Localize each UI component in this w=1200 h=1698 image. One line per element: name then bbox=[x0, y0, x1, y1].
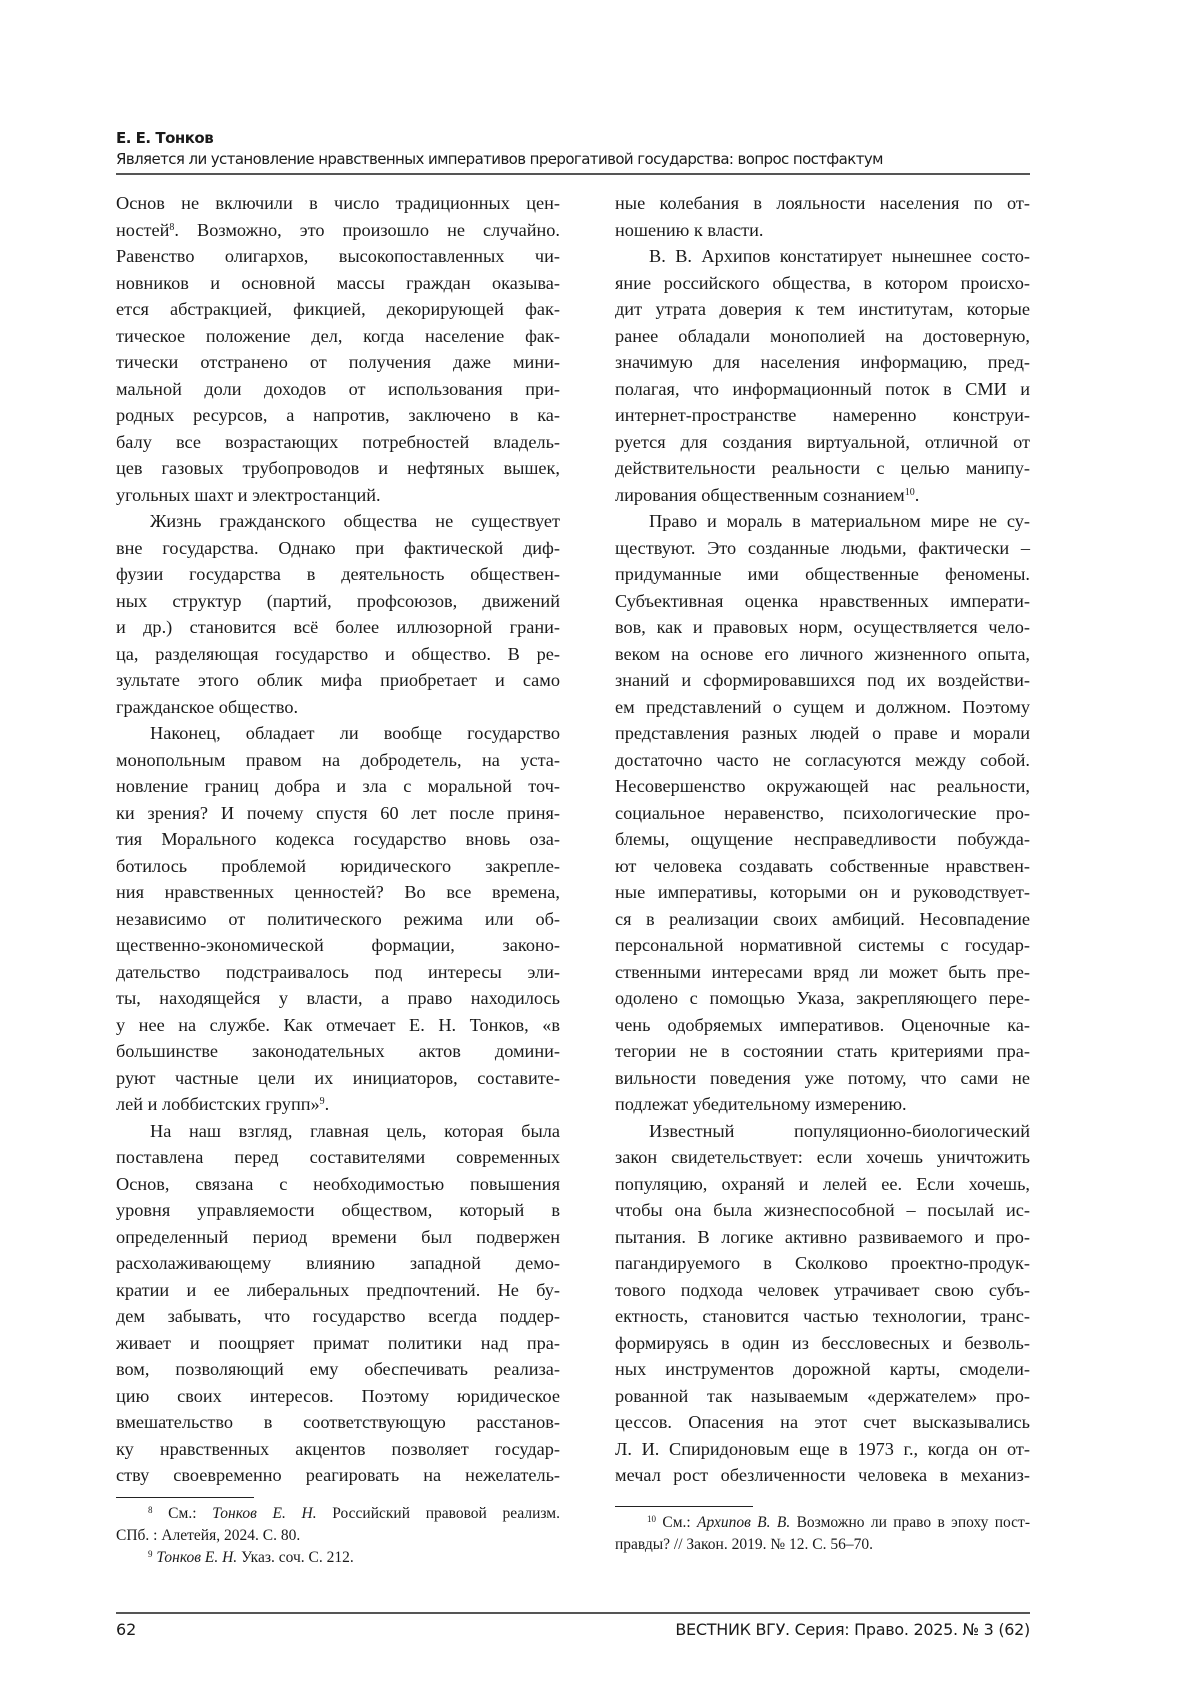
text-line bbox=[116, 641, 560, 668]
text-line bbox=[615, 323, 1030, 350]
line-text: лирования общественным сознанием bbox=[615, 484, 905, 505]
line-text: В. В. Архипов констатирует нынешнее состо- bbox=[649, 246, 1030, 266]
text-line bbox=[116, 535, 560, 562]
line-text: мечал рост обезличенности человека в механиз- bbox=[615, 1465, 1030, 1485]
line-text: персональной нормативной системы с государ- bbox=[615, 935, 1030, 955]
text-line bbox=[116, 1197, 560, 1224]
line-text: Жизнь гражданского общества не существует bbox=[150, 511, 560, 531]
line-text: Л. И. Спиридоновым еще в 1973 г., когда он от- bbox=[615, 1438, 1030, 1459]
line-text: На наш взгляд, главная цель, которая была bbox=[150, 1120, 560, 1141]
running-header bbox=[116, 128, 1032, 170]
text-line bbox=[116, 1065, 560, 1092]
footnote-10: $^{10}$ См.: Архипов В. В. Возможно ли право в эпоху пост- bbox=[647, 1514, 1030, 1531]
line-text: популяцию, охраняй и лелей ее. Если хочешь, bbox=[615, 1173, 1030, 1194]
text-line bbox=[116, 853, 560, 880]
text-line bbox=[116, 1330, 560, 1357]
line-text: ся в реализации своих амбиций. Несовпадение bbox=[615, 908, 1030, 929]
text-line bbox=[116, 667, 560, 694]
line-text: Право и мораль в материальном мире не су- bbox=[649, 511, 1030, 531]
text-line bbox=[116, 1383, 560, 1410]
text-line bbox=[116, 1409, 560, 1436]
line-text: цию своих интересов. Поэтому юридическое bbox=[116, 1385, 560, 1406]
text-line bbox=[116, 429, 560, 456]
line-text: и др.) становится всё более иллюзорной грани- bbox=[116, 617, 560, 637]
footnote-rule-left bbox=[116, 1497, 254, 1498]
footer-rule bbox=[116, 1612, 1030, 1614]
text-line bbox=[615, 429, 1030, 456]
text-line bbox=[116, 694, 560, 721]
text-line bbox=[615, 402, 1030, 429]
line-text: ется абстракцией, фикцией, декорирующей фак- bbox=[116, 299, 560, 319]
line-text: балу все возрастающих потребностей владель- bbox=[116, 431, 560, 452]
footnote-rule-right bbox=[615, 1506, 753, 1507]
footnotes-right bbox=[615, 1512, 1030, 1556]
line-text: тически отстранено от получения даже мини- bbox=[116, 352, 560, 372]
line-text: ственными интересами вряд ли может быть пре- bbox=[615, 961, 1030, 982]
line-text: большинстве законодательных актов домини- bbox=[116, 1041, 560, 1061]
line-text: родных ресурсов, а напротив, заключено в ка- bbox=[116, 405, 560, 425]
text-line bbox=[615, 349, 1030, 376]
line-text: цессов. Опасения на этот счет высказывались bbox=[615, 1412, 1030, 1432]
line-text: социальное неравенство, психологические про- bbox=[615, 802, 1030, 823]
line-text: новление границ добра и зла с моральной точ- bbox=[116, 776, 560, 796]
line-text: зультате этого облик мифа приобретает и само bbox=[116, 670, 560, 690]
text-line bbox=[116, 1436, 560, 1463]
line-text-tail: . bbox=[324, 1094, 330, 1114]
line-text: ных инструментов дорожной карты, смодели- bbox=[615, 1359, 1030, 1379]
line-text: ранее обладали монополией на достоверную, bbox=[615, 325, 1030, 346]
line-text: яние российского общества, в котором происхо- bbox=[615, 272, 1030, 293]
text-line bbox=[615, 747, 1030, 774]
line-text: лей и лоббистских групп» bbox=[116, 1094, 320, 1114]
header-rule bbox=[116, 173, 1030, 175]
text-line bbox=[615, 455, 1030, 482]
text-line bbox=[116, 1118, 560, 1145]
text-line bbox=[116, 296, 560, 323]
text-line bbox=[615, 773, 1030, 800]
text-line bbox=[116, 561, 560, 588]
text-line bbox=[615, 376, 1030, 403]
text-line bbox=[116, 455, 560, 482]
text-line bbox=[615, 1091, 1030, 1118]
text-line bbox=[116, 588, 560, 615]
line-text: гражданское общество. bbox=[116, 696, 299, 717]
line-text: независимо от политического режима или об- bbox=[116, 908, 560, 929]
text-line bbox=[615, 614, 1030, 641]
line-text: одолено с помощью Указа, закрепляющего пере- bbox=[615, 988, 1030, 1008]
line-text: ществуют. Это созданные людьми, фактически – bbox=[615, 537, 1030, 558]
text-line bbox=[116, 1224, 560, 1251]
text-line bbox=[116, 482, 560, 509]
text-line bbox=[615, 270, 1030, 297]
line-text: монопольным правом на добродетель, на уста- bbox=[116, 749, 560, 770]
author-name: Е. Е. Тонков bbox=[116, 129, 214, 147]
footnote-ref[interactable]: 9 bbox=[319, 1096, 325, 1107]
text-line bbox=[615, 1277, 1030, 1304]
line-text: ству своевременно реагировать на нежелатель- bbox=[116, 1465, 560, 1485]
text-line bbox=[116, 1277, 560, 1304]
text-line bbox=[615, 296, 1030, 323]
line-text: ные императивы, которыми он и руководствует- bbox=[615, 882, 1030, 902]
text-line bbox=[615, 1303, 1030, 1330]
footnote-number: 10 bbox=[647, 1514, 656, 1524]
text-line bbox=[615, 508, 1030, 535]
line-text: ты, находящейся у власти, а право находилось bbox=[116, 988, 560, 1008]
text-line bbox=[615, 1197, 1030, 1224]
line-text: Несовершенство окружающей нас реальности, bbox=[615, 776, 1030, 796]
line-text: ношению к власти. bbox=[615, 219, 764, 240]
line-text: тегории не в состоянии стать критериями пра- bbox=[615, 1041, 1030, 1061]
line-text: ют человека создавать собственные нравствен- bbox=[615, 855, 1030, 876]
line-text: тическое положение дел, когда население фак- bbox=[116, 325, 560, 346]
text-line bbox=[615, 1038, 1030, 1065]
text-line bbox=[116, 1303, 560, 1330]
text-line bbox=[116, 826, 560, 853]
line-text: пытания. В логике активно развиваемого и про- bbox=[615, 1226, 1030, 1247]
text-line bbox=[615, 826, 1030, 853]
line-text: руют частные цели их инициаторов, составите- bbox=[116, 1067, 560, 1088]
text-line bbox=[116, 932, 560, 959]
line-text: вмешательство в соответствующую расстанов- bbox=[116, 1412, 560, 1432]
text-line bbox=[615, 906, 1030, 933]
footnote-author: Тонков Е. Н. bbox=[156, 1549, 238, 1566]
text-line bbox=[615, 1224, 1030, 1251]
text-line bbox=[615, 1462, 1030, 1489]
text-line bbox=[615, 1250, 1030, 1277]
text-line bbox=[615, 1409, 1030, 1436]
footnote-9: $^9$ Тонков Е. Н. Указ. соч. С. 212. bbox=[148, 1549, 354, 1566]
text-line bbox=[615, 1436, 1030, 1463]
text-line bbox=[615, 1118, 1030, 1145]
line-text-tail: . Возможно, это произошло не случайно. bbox=[174, 219, 560, 240]
text-line bbox=[615, 1171, 1030, 1198]
text-line bbox=[615, 641, 1030, 668]
line-text: ния нравственных ценностей? Во все времена, bbox=[116, 882, 560, 902]
text-line bbox=[116, 1012, 560, 1039]
text-line bbox=[615, 535, 1030, 562]
text-line bbox=[116, 376, 560, 403]
article-title: Является ли установление нравственных императивов прерогативой государства: вопрос постфактум bbox=[116, 150, 883, 168]
line-text: ем представлений о сущем и должном. Поэтому bbox=[615, 696, 1030, 717]
text-line bbox=[116, 190, 560, 217]
line-text: ностей bbox=[116, 219, 170, 240]
line-text: представления разных людей о праве и морали bbox=[615, 723, 1030, 743]
line-text: Основ не включили в число традиционных цен- bbox=[116, 193, 560, 213]
line-text: ку нравственных акцентов позволяет государ- bbox=[116, 1438, 560, 1459]
left-column bbox=[116, 190, 560, 1489]
text-line bbox=[615, 800, 1030, 827]
line-text: ные колебания в лояльности населения по от- bbox=[615, 193, 1030, 213]
line-text: рованной так называемым «держателем» про- bbox=[615, 1385, 1030, 1406]
line-text: дем забывать, что государство всегда поддер- bbox=[116, 1306, 560, 1326]
text-line bbox=[615, 1065, 1030, 1092]
line-text: угольных шахт и электростанций. bbox=[116, 484, 381, 505]
line-text: придуманные ими общественные феномены. bbox=[615, 564, 1030, 584]
right-column bbox=[615, 190, 1030, 1489]
line-text: полагая, что информационный поток в СМИ и bbox=[615, 378, 1030, 399]
text-line bbox=[615, 482, 1030, 509]
text-line bbox=[615, 932, 1030, 959]
text-line bbox=[116, 720, 560, 747]
text-line bbox=[116, 402, 560, 429]
line-text: знаний и сформировавшихся под их воздействи- bbox=[615, 670, 1030, 690]
line-text: интернет-пространстве намеренно конструи- bbox=[615, 405, 1030, 425]
text-line bbox=[615, 720, 1030, 747]
line-text: мальной доли доходов от использования при- bbox=[116, 378, 560, 399]
line-text: цев газовых трубопроводов и нефтяных вышек, bbox=[116, 458, 560, 478]
line-text: новников и основной массы граждан оказыва- bbox=[116, 272, 560, 293]
page-number: 62 bbox=[116, 1620, 137, 1639]
line-text: дательство подстраивалось под интересы эли- bbox=[116, 961, 560, 982]
text-line bbox=[615, 1144, 1030, 1171]
text-line bbox=[116, 270, 560, 297]
text-line bbox=[615, 1012, 1030, 1039]
line-text: уровня управляемости обществом, который в bbox=[116, 1200, 560, 1220]
text-line bbox=[116, 800, 560, 827]
line-text: ки зрения? И почему спустя 60 лет после приня- bbox=[116, 802, 560, 823]
line-text: определенный период времени был подвержен bbox=[116, 1226, 560, 1247]
footnote-number: 9 bbox=[148, 1549, 153, 1559]
line-text: поставлена перед составителями современных bbox=[116, 1147, 560, 1167]
text-line bbox=[116, 1250, 560, 1277]
text-line bbox=[615, 243, 1030, 270]
footnote-continuation: правды? // Закон. 2019. № 12. С. 56–70. bbox=[615, 1536, 873, 1553]
line-text: ботилось проблемой юридического закрепле- bbox=[116, 855, 560, 876]
line-text: действительности реальности с целью манипу- bbox=[615, 458, 1030, 478]
text-line bbox=[116, 217, 560, 244]
line-text: расхолаживающему влиянию западной демо- bbox=[116, 1253, 560, 1273]
text-line bbox=[116, 1462, 560, 1489]
text-line bbox=[116, 243, 560, 270]
line-text: вильности поведения уже потому, что сами не bbox=[615, 1067, 1030, 1088]
line-text: Равенство олигархов, высокопоставленных чи- bbox=[116, 246, 560, 266]
line-text: фузии государства в деятельность обществен- bbox=[116, 564, 560, 584]
footnote-author: Тонков Е. Н. bbox=[212, 1505, 317, 1522]
text-line bbox=[116, 323, 560, 350]
line-text: ектность, становится частью технологии, транс- bbox=[615, 1306, 1030, 1326]
text-line bbox=[615, 588, 1030, 615]
line-text: кратии и ее либеральных предпочтений. Не бу- bbox=[116, 1279, 560, 1300]
line-text: достаточно часто не согласуются между собой. bbox=[615, 749, 1030, 770]
line-text: подлежат убедительному измерению. bbox=[615, 1094, 907, 1114]
footnote-author: Архипов В. В. bbox=[697, 1514, 791, 1531]
text-line bbox=[116, 773, 560, 800]
line-text: формируясь в один из бессловесных и безволь- bbox=[615, 1332, 1030, 1353]
line-text: вом, позволяющий ему обеспечивать реализа- bbox=[116, 1359, 560, 1379]
line-text: значимую для населения информацию, пред- bbox=[615, 352, 1030, 372]
text-line bbox=[615, 667, 1030, 694]
text-line bbox=[116, 959, 560, 986]
text-line bbox=[116, 747, 560, 774]
text-line bbox=[116, 508, 560, 535]
line-text: вов, как и правовых норм, осуществляется чело- bbox=[615, 617, 1030, 637]
line-text: чень одобряемых императивов. Оценочные ка- bbox=[615, 1014, 1030, 1035]
line-text: ца, разделяющая государство и общество. В ре- bbox=[116, 643, 560, 664]
line-text: живает и поощряет примат политики над пра- bbox=[116, 1332, 560, 1353]
text-line bbox=[116, 349, 560, 376]
text-line bbox=[615, 1383, 1030, 1410]
line-text: тового подхода человек утрачивает свою субъ- bbox=[615, 1279, 1030, 1300]
text-line bbox=[116, 1144, 560, 1171]
text-line bbox=[116, 1171, 560, 1198]
line-text: пагандируемого в Сколково проектно-продук- bbox=[615, 1253, 1030, 1273]
line-text: щественно-экономической формации, законо- bbox=[116, 935, 560, 955]
footnote-continuation: СПб. : Алетейя, 2024. С. 80. bbox=[116, 1527, 301, 1544]
line-text: Основ, связана с необходимостью повышения bbox=[116, 1173, 560, 1194]
line-text-tail: . bbox=[914, 484, 920, 505]
text-line bbox=[615, 853, 1030, 880]
line-text: тия Морального кодекса государство вновь оза- bbox=[116, 829, 560, 849]
line-text: веком на основе его личного жизненного опыта, bbox=[615, 643, 1030, 664]
text-line bbox=[615, 985, 1030, 1012]
text-line bbox=[116, 614, 560, 641]
text-line bbox=[615, 694, 1030, 721]
footnotes-left bbox=[116, 1503, 560, 1569]
line-text: закон свидетельствует: если хочешь уничтожить bbox=[615, 1147, 1030, 1167]
footnote-number: 8 bbox=[148, 1505, 153, 1515]
journal-citation: ВЕСТНИК ВГУ. Серия: Право. 2025. № 3 (62) bbox=[675, 1620, 1030, 1639]
text-line bbox=[615, 217, 1030, 244]
line-text: Наконец, обладает ли вообще государство bbox=[150, 723, 560, 743]
footnote-ref[interactable]: 8 bbox=[169, 221, 175, 233]
footnote-ref[interactable]: 10 bbox=[904, 486, 915, 498]
line-text: чтобы она была жизнеспособной – посылай ис- bbox=[615, 1200, 1030, 1220]
text-line bbox=[615, 1356, 1030, 1383]
line-text: руется для создания виртуальной, отличной от bbox=[615, 431, 1030, 452]
line-text: дит утрата доверия к тем институтам, которые bbox=[615, 299, 1030, 319]
text-line bbox=[116, 1356, 560, 1383]
text-line bbox=[615, 190, 1030, 217]
line-text: Известный популяционно-биологический bbox=[649, 1120, 1030, 1141]
text-line bbox=[116, 1091, 560, 1118]
text-line bbox=[116, 1038, 560, 1065]
text-line bbox=[615, 1330, 1030, 1357]
text-line bbox=[615, 959, 1030, 986]
text-line bbox=[116, 906, 560, 933]
line-text: вне государства. Однако при фактической диф- bbox=[116, 537, 560, 558]
text-line bbox=[116, 985, 560, 1012]
footnote-8: $^8$ См.: Тонков Е. Н. Российский правовой реализм. bbox=[148, 1505, 560, 1522]
text-line bbox=[615, 879, 1030, 906]
line-text: ных структур (партий, профсоюзов, движений bbox=[116, 590, 560, 611]
line-text: у нее на службе. Как отмечает Е. Н. Тонков, «в bbox=[116, 1014, 560, 1035]
text-line bbox=[615, 561, 1030, 588]
line-text: Субъективная оценка нравственных императи- bbox=[615, 590, 1030, 611]
line-text: блемы, ощущение несправедливости побужда- bbox=[615, 829, 1030, 849]
text-line bbox=[116, 879, 560, 906]
